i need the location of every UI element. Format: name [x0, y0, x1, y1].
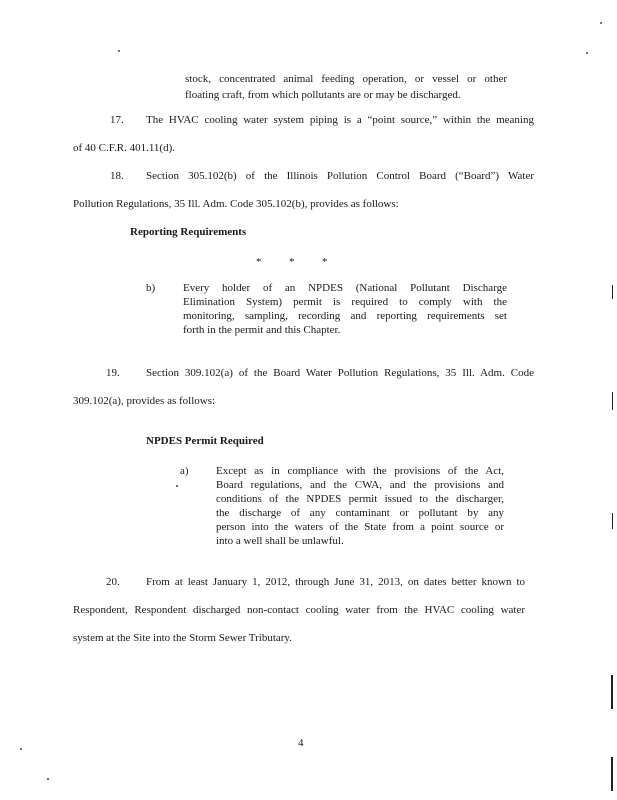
section-break-asterisks: * * * — [256, 256, 328, 268]
paragraph-19-line-2: 309.102(a), provides as follows: — [73, 395, 216, 407]
quote-continued-line-2: floating craft, from which pollutants are or may be discharged. — [185, 89, 461, 101]
reporting-item-line-2: Elimination System) permit is required to comply with the — [183, 296, 507, 308]
paragraph-17-line-1: The HVAC cooling water system piping is a “point source,” within the meaning — [146, 114, 534, 126]
scan-speck — [600, 22, 602, 24]
paragraph-17-number: 17. — [110, 114, 124, 126]
reporting-item-line-3: monitoring, sampling, recording and reporting requirements set — [183, 310, 507, 322]
paragraph-20-line-3: system at the Site into the Storm Sewer Tributary. — [73, 632, 292, 644]
permit-item-line-2: Board regulations, and the CWA, and the provisions and — [216, 479, 504, 491]
scan-mark — [611, 675, 613, 709]
paragraph-20-number: 20. — [106, 576, 120, 588]
paragraph-18-line-2: Pollution Regulations, 35 Ill. Adm. Code 305.102(b), provides as follows: — [73, 198, 399, 210]
scan-mark — [612, 513, 613, 529]
scan-speck — [47, 778, 49, 780]
reporting-item-line-4: forth in the permit and this Chapter. — [183, 324, 341, 336]
page-number: 4 — [298, 737, 304, 749]
paragraph-20-line-1: From at least January 1, 2012, through June 31, 2013, on dates better known to — [146, 576, 525, 588]
scan-mark — [611, 757, 613, 791]
paragraph-18-line-1: Section 305.102(b) of the Illinois Pollution Control Board (“Board”) Water — [146, 170, 534, 182]
permit-item-line-4: the discharge of any contaminant or pollutant by any — [216, 507, 504, 519]
permit-item-line-5: person into the waters of the State from a point source or — [216, 521, 504, 533]
reporting-item-line-1: Every holder of an NPDES (National Pollutant Discharge — [183, 282, 507, 294]
paragraph-17-line-2: of 40 C.F.R. 401.11(d). — [73, 142, 175, 154]
paragraph-19-number: 19. — [106, 367, 120, 379]
paragraph-19-line-1: Section 309.102(a) of the Board Water Pollution Regulations, 35 Ill. Adm. Code — [146, 367, 534, 379]
permit-item-line-1: Except as in compliance with the provisions of the Act, — [216, 465, 504, 477]
permit-item-line-6: into a well shall be unlawful. — [216, 535, 344, 547]
reporting-requirements-heading: Reporting Requirements — [130, 226, 247, 238]
reporting-item-label: b) — [146, 282, 156, 294]
quote-continued-line-1: stock, concentrated animal feeding operation, or vessel or other — [185, 73, 507, 85]
npdes-permit-heading: NPDES Permit Required — [146, 435, 264, 447]
scan-speck — [118, 50, 120, 52]
paragraph-20-line-2: Respondent, Respondent discharged non-contact cooling water from the HVAC cooling water — [73, 604, 525, 616]
scan-speck — [586, 52, 588, 54]
scan-mark — [612, 392, 613, 410]
scan-speck — [176, 485, 178, 487]
paragraph-18-number: 18. — [110, 170, 124, 182]
permit-item-line-3: conditions of the NPDES permit issued to the discharger, — [216, 493, 504, 505]
scan-speck — [20, 748, 22, 750]
permit-item-label: a) — [180, 465, 189, 477]
scan-mark — [612, 285, 613, 299]
